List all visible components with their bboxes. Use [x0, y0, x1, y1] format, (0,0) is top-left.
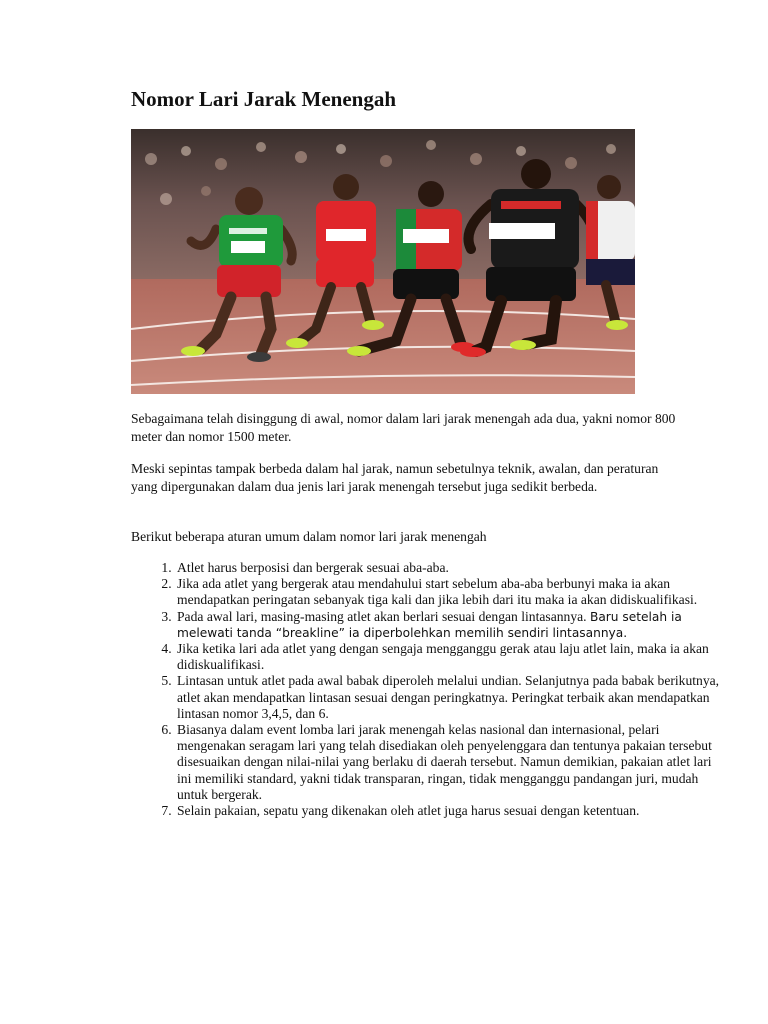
rule-text: Atlet harus berposisi dan bergerak sesuai aba-aba. [177, 560, 449, 575]
list-item [175, 609, 720, 641]
list-item [175, 722, 720, 803]
rule-text: Selain pakaian, sepatu yang dikenakan oleh atlet juga harus sesuai dengan ketentuan. [177, 803, 640, 819]
rule-text: Jika ketika lari ada atlet yang dengan sengaja mengganggu gerak atau laju atlet lain, maka ia akan didiskualifikasi. [177, 641, 709, 673]
list-item [175, 803, 720, 819]
rule-text: Jika ada atlet yang bergerak atau mendahului start sebelum aba-aba berbunyi maka ia akan mendapatkan peringatan sebanyak tiga kali dan jika lebih dari itu maka ia akan didiskualifikasi. [177, 576, 698, 608]
runners-photo [131, 129, 635, 394]
list-item [175, 673, 720, 722]
list-item [175, 641, 720, 673]
difference-paragraph: Meski sepintas tampak berbeda dalam hal jarak, namun sebetulnya teknik, awalan, dan peraturan yang dipergunakan dalam dua jenis lari jarak menengah tersebut juga sedikit berbeda. [131, 461, 659, 494]
list-item [175, 560, 720, 576]
rule-text: Pada awal lari, masing-masing atlet akan berlari sesuai dengan lintasannya. [177, 608, 587, 624]
rule-text: Biasanya dalam event lomba lari jarak menengah kelas nasional dan internasional, pelari mengenakan seragam lari yang telah disediakan oleh penyelenggara dan tentunya pakaian tersebut disesuaikan dengan nilai-nilai yang berlaku di daerah tersebut. Namun demikian, pakaian atlet lari ini memiliki standard, yakni tidak transparan, ringan, tidak mengganggu pandangan juri, mudah untuk bergerak. [177, 722, 712, 802]
page-title: Nomor Lari Jarak Menengah [131, 87, 397, 111]
rules-intro-paragraph: Berikut beberapa aturan umum dalam nomor lari jarak menengah [131, 529, 487, 544]
rule-text: Lintasan untuk atlet pada awal babak diperoleh melalui undian. Selanjutnya pada babak berikutnya, atlet akan mendapatkan lintasan sesuai dengan peringkatnya. Peringkat terbaik akan mendapatkan lintasan nomor 3,4,5, dan 6. [177, 673, 720, 721]
rules-list [131, 560, 720, 819]
rule-text-extra: Baru setelah ia melewati tanda “breakline” ia diperbolehkan memilih sendiri lintasannya. [177, 609, 682, 640]
intro-paragraph: Sebagaimana telah disinggung di awal, nomor dalam lari jarak menengah ada dua, yakni nomor 800 meter dan nomor 1500 meter. [131, 411, 676, 444]
list-item [175, 576, 720, 608]
